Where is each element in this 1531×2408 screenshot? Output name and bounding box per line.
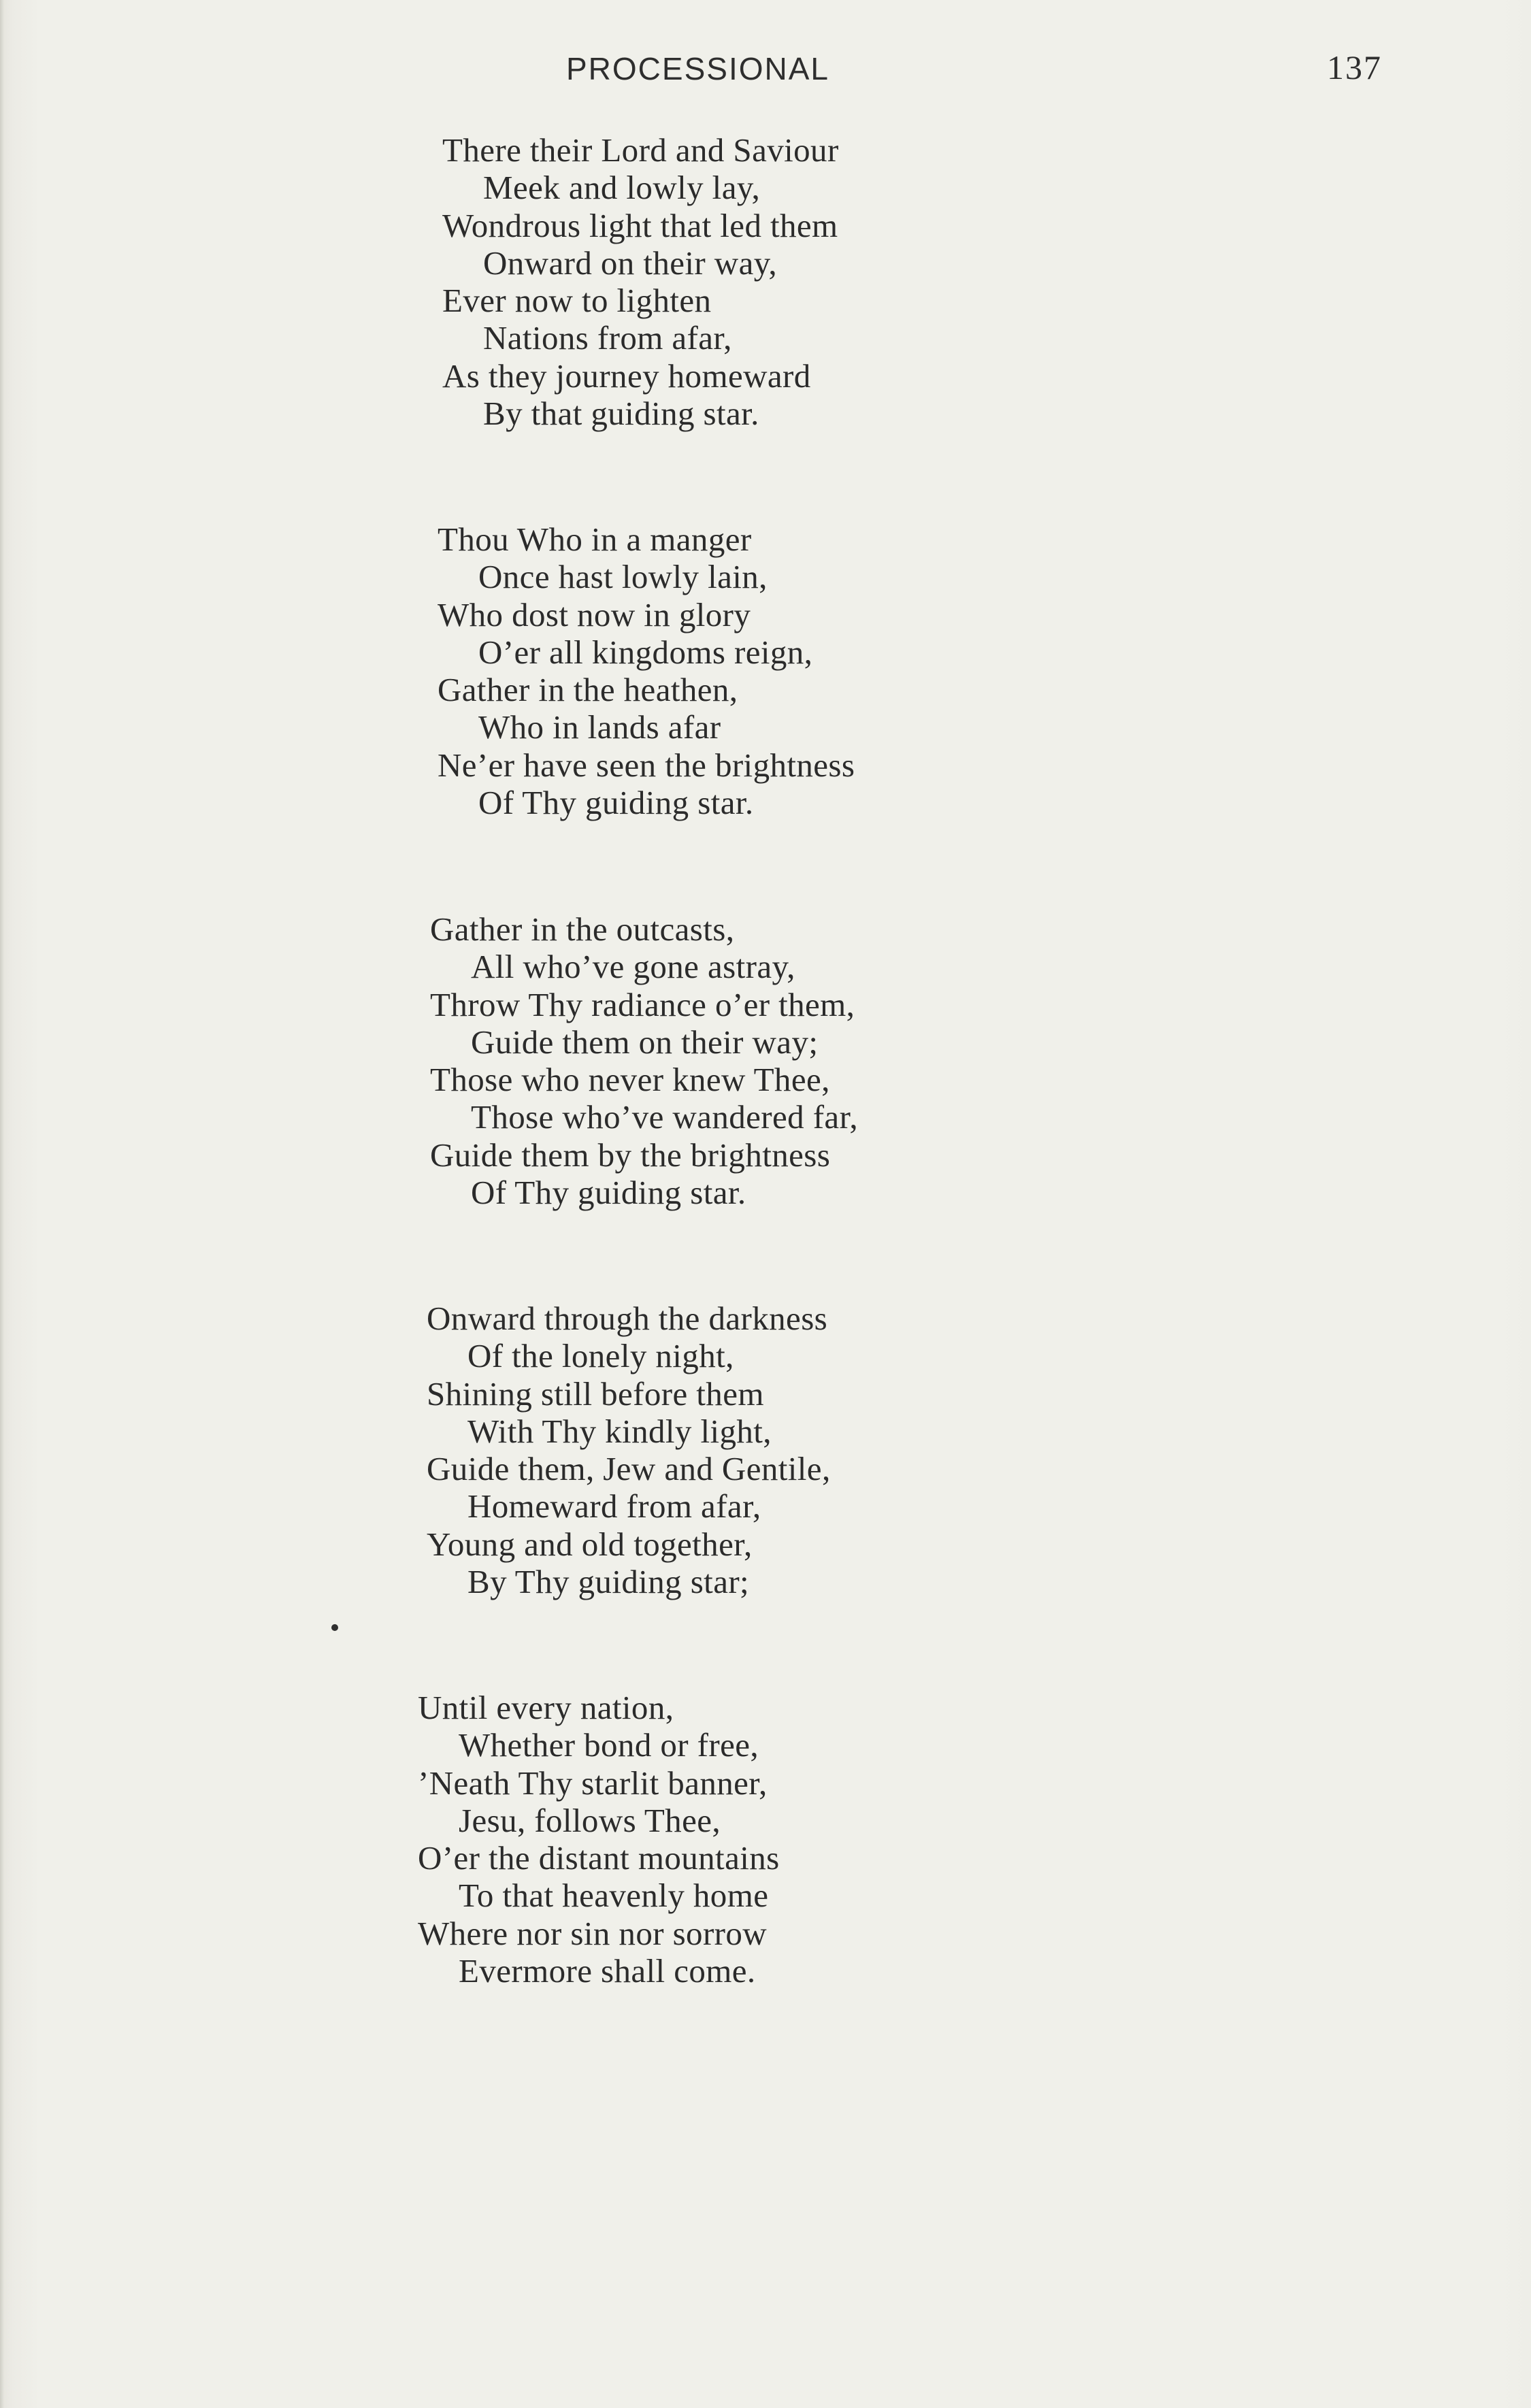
verse-line: Who dost now in glory	[438, 595, 751, 633]
verse-line: With Thy kindly light,	[467, 1412, 772, 1450]
verse-line: Of the lonely night,	[467, 1337, 734, 1375]
verse-line: To that heavenly home	[459, 1877, 769, 1915]
verse-line: Whether bond or free,	[459, 1726, 759, 1764]
verse-line: Gather in the outcasts,	[430, 910, 735, 948]
verse-line: By Thy guiding star;	[467, 1563, 750, 1601]
running-title: PROCESSIONAL	[566, 51, 829, 86]
verse-line: Of Thy guiding star.	[471, 1174, 746, 1212]
verse-line: Throw Thy radiance o’er them,	[430, 985, 855, 1023]
verse-line: Young and old together,	[427, 1525, 753, 1563]
stanza-1	[442, 131, 839, 432]
verse-line: Evermore shall come.	[459, 1952, 756, 1990]
verse-line: Homeward from afar,	[467, 1487, 761, 1525]
verse-line: Ever now to lighten	[442, 282, 712, 320]
verse-line: All who’ve gone astray,	[471, 948, 795, 986]
verse-line: Wondrous light that led them	[442, 206, 838, 244]
verse-line: Thou Who in a manger	[438, 521, 752, 558]
verse-line: Those who’ve wandered far,	[471, 1098, 858, 1136]
stanza-2	[438, 521, 855, 821]
verse-line: Meek and lowly lay,	[483, 169, 761, 207]
verse-line: ’Neath Thy starlit banner,	[418, 1764, 768, 1802]
verse-line: Nations from afar,	[483, 319, 732, 357]
verse-line: Until every nation,	[418, 1689, 674, 1726]
verse-line: Of Thy guiding star.	[478, 784, 754, 822]
verse-line: O’er all kingdoms reign,	[478, 633, 813, 671]
stanza-5	[418, 1689, 780, 1990]
ink-speck	[331, 1624, 338, 1631]
verse-line: Gather in the heathen,	[438, 671, 738, 709]
verse-line: Who in lands afar	[478, 708, 721, 746]
verse-line: Jesu, follows Thee,	[459, 1801, 721, 1839]
verse-line: By that guiding star.	[483, 395, 759, 433]
verse-line: Those who never knew Thee,	[430, 1061, 830, 1099]
verse-line: Guide them on their way;	[471, 1023, 819, 1061]
verse-line: As they journey homeward	[442, 357, 811, 395]
page-gutter	[0, 0, 4, 2408]
stanza-4	[427, 1300, 831, 1600]
stanza-3	[430, 910, 858, 1211]
verse-line: Once hast lowly lain,	[478, 558, 768, 596]
verse-line: Ne’er have seen the brightness	[438, 746, 855, 784]
verse-line: Onward on their way,	[483, 244, 778, 282]
verse-line: Onward through the darkness	[427, 1300, 828, 1337]
verse-line: Guide them by the brightness	[430, 1136, 831, 1174]
verse-line: Where nor sin nor sorrow	[418, 1914, 768, 1952]
verse-line: There their Lord and Saviour	[442, 131, 839, 169]
verse-line: Shining still before them	[427, 1374, 764, 1413]
page-number: 137	[1327, 48, 1382, 86]
verse-line: O’er the distant mountains	[418, 1839, 780, 1877]
verse-line: Guide them, Jew and Gentile,	[427, 1450, 831, 1488]
